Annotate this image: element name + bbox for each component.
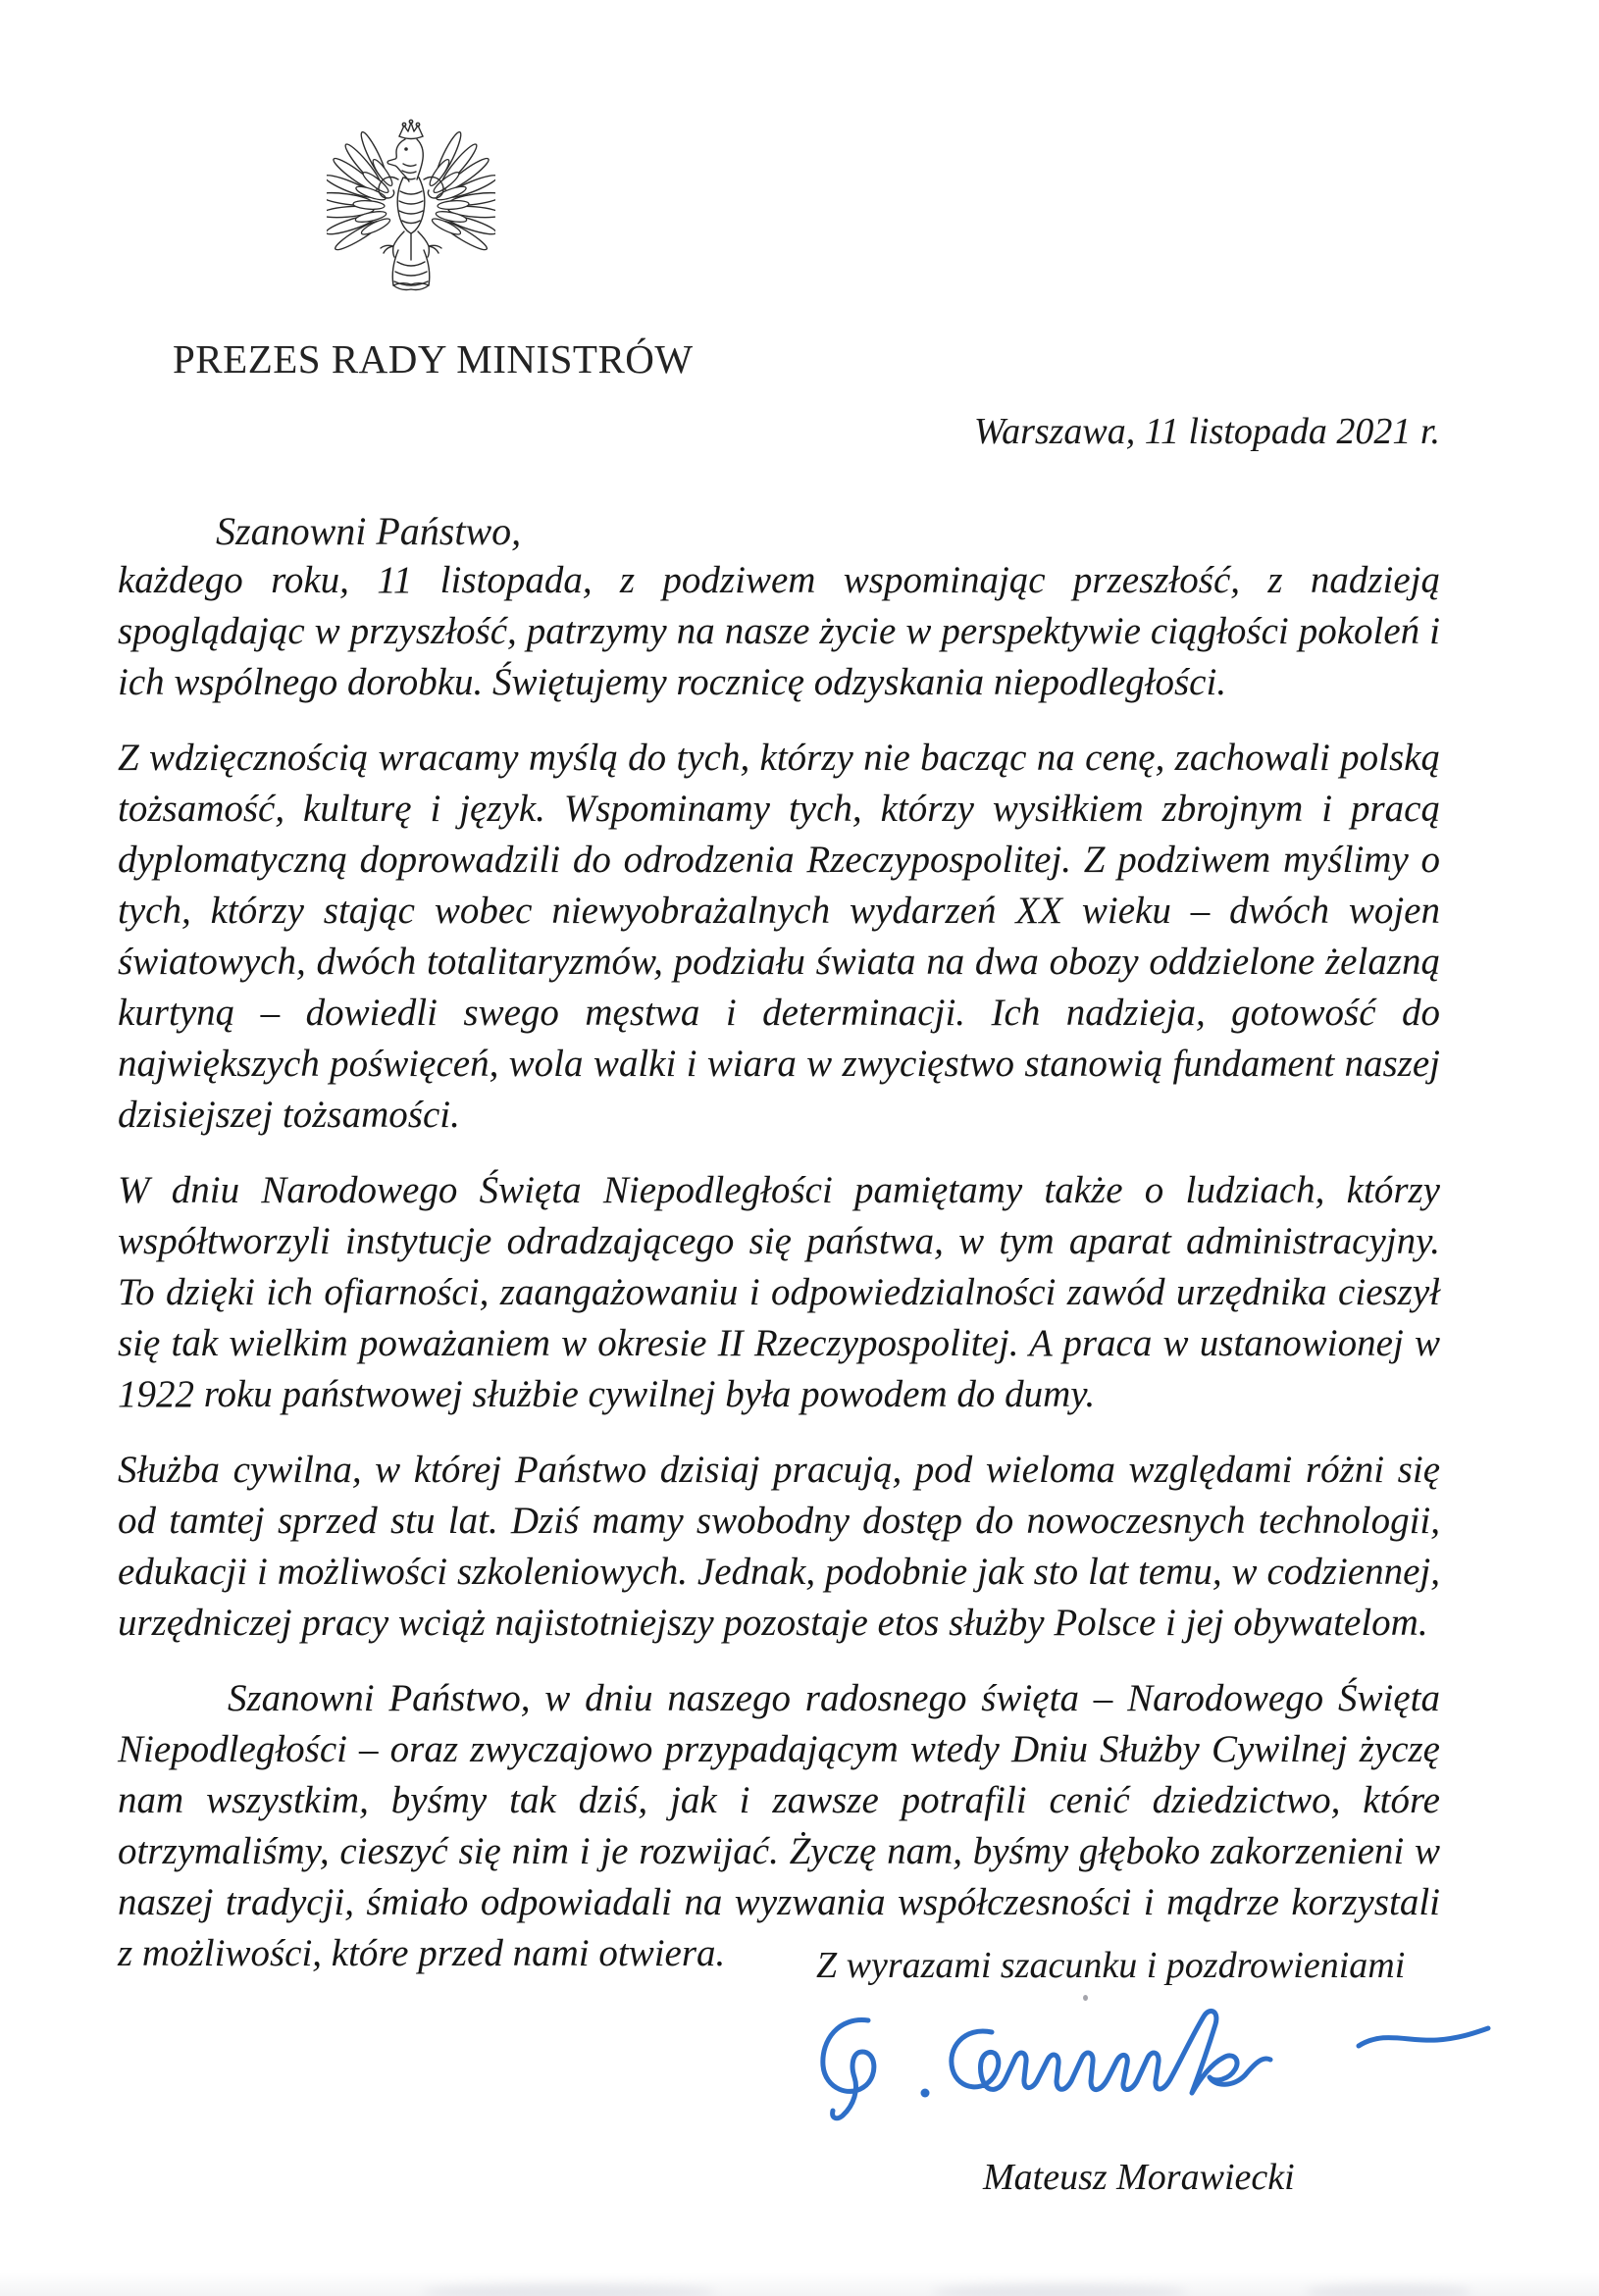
paragraph-5: Szanowni Państwo, w dniu naszego radosnego święta – Narodowego Święta Niepodległości – oraz zwyczajowo przypadającym wtedy Dniu Służby Cywilnej życzę nam wszystkim, byśmy tak dziś, jak i zawsze potrafili cenić dziedzictwo, które otrzymaliśmy, cieszyć się nim i je rozwijać. Życzę nam, byśmy głęboko zakorzenieni w naszej tradycji, śmiało odpowiadali na wyzwania współczesności i mądrze korzystali z możliwości, które przed nami otwiera.	[118, 1677, 1440, 1974]
paragraph-2: Z wdzięcznością wracamy myślą do tych, którzy nie bacząc na cenę, zachowali polską tożsamość, kulturę i język. Wspominamy tych, którzy wysiłkiem zbrojnym i pracą dyplomatyczną doprowadzili do odrodzenia Rzeczypospolitej. Z podziwem myślimy o tych, którzy stając wobec niewyobrażalnych wydarzeń XX wieku – dwóch wojen światowych, dwóch totalitaryzmów, podziału świata na dwa obozy oddzielone żelazną kurtyną – dowiedli swego męstwa i determinacji. Ich nadzieja, gotowość do największych poświęceń, wola walki i wiara w zwycięstwo stanowią fundament naszej dzisiejszej tożsamości.	[118, 737, 1440, 1136]
ink-speck	[1083, 1995, 1088, 2001]
polish-eagle-emblem-icon	[327, 116, 495, 306]
letter-body	[118, 555, 1440, 1979]
paragraph-3: W dniu Narodowego Święta Niepodległości pamiętamy także o ludziach, którzy współtworzyli instytucje odradzającego się państwa, w tym aparat administracyjny. To dzięki ich ofiarności, zaangażowaniu i odpowiedzialności zawód urzędnika cieszył się tak wielkim poważaniem w okresie II Rzeczypospolitej. A praca w ustanowionej w 1922 roku państwowej służbie cywilnej była powodem do dumy.	[118, 1169, 1440, 1415]
scan-smudge	[932, 2284, 1187, 2296]
scan-smudge	[422, 2284, 716, 2296]
paragraph-4: Służba cywilna, w której Państwo dzisiaj pracują, pod wieloma względami różni się od tamtej sprzed stu lat. Dziś mamy swobodny dostęp do nowoczesnych technologii, edukacji i możliwości szkoleniowych. Jednak, podobnie jak sto lat temu, w codziennej, urzędniczej pracy wciąż najistotniejszy pozostaje etos służby Polsce i jej obywatelom.	[118, 1449, 1440, 1644]
letterhead-office-title: PREZES RADY MINISTRÓW	[173, 336, 694, 382]
scan-artifact-band	[0, 2272, 1599, 2296]
dateline: Warszawa, 11 listopada 2021 r.	[973, 411, 1440, 452]
closing-formula: Z wyrazami szacunku i pozdrowieniami	[816, 1945, 1406, 1986]
scan-smudge	[1305, 2284, 1471, 2296]
handwritten-signature	[809, 2003, 1501, 2125]
salutation: Szanowni Państwo,	[216, 509, 522, 553]
paragraph-1: każdego roku, 11 listopada, z podziwem wspominając przeszłość, z nadzieją spoglądając w przyszłość, patrzymy na nasze życie w perspektywie ciągłości pokoleń i ich wspólnego dorobku. Świętujemy rocznicę odzyskania niepodległości.	[118, 559, 1440, 703]
signer-name: Mateusz Morawiecki	[983, 2157, 1295, 2198]
